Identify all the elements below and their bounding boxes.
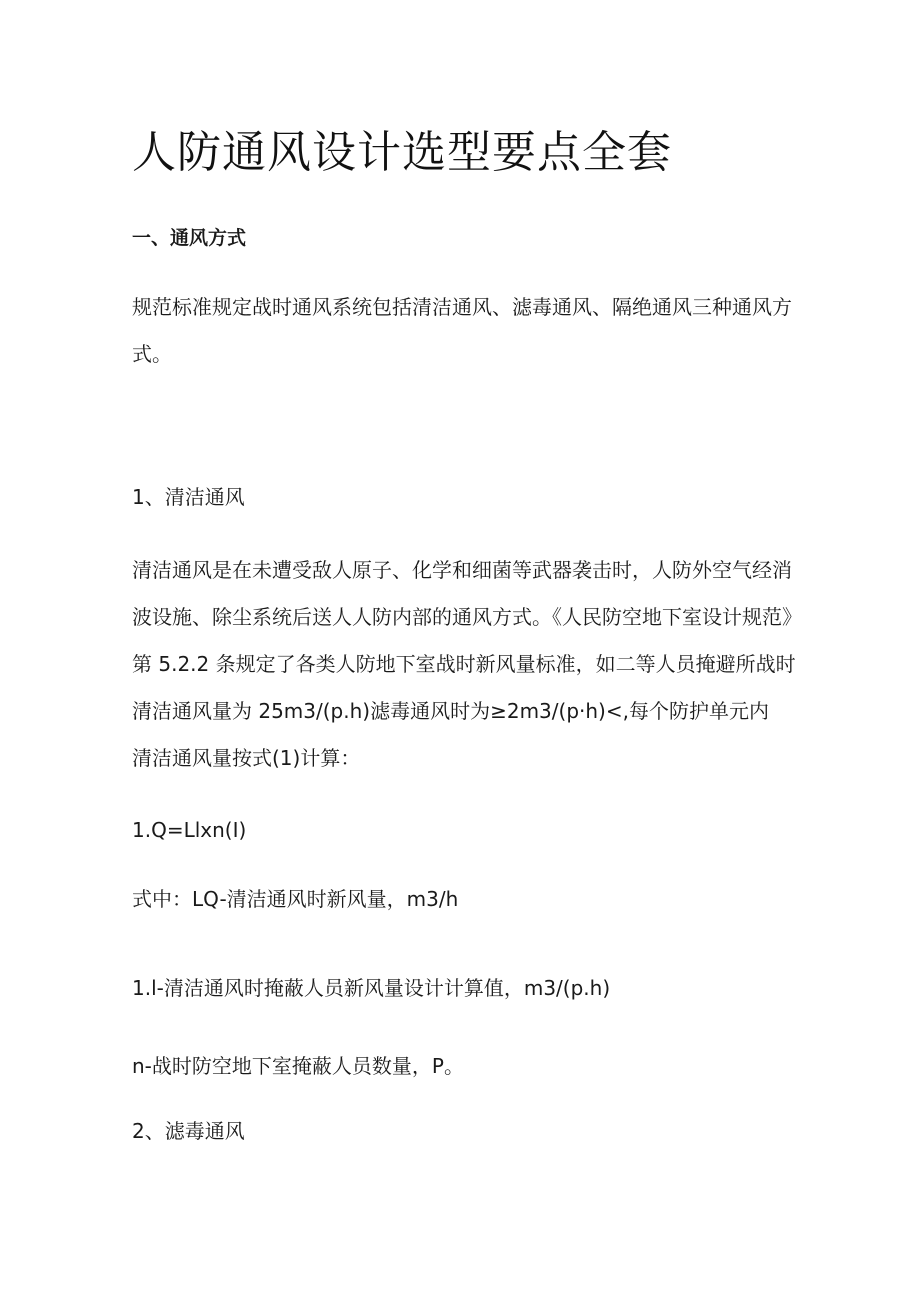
- section-heading-ventilation-modes: 一、通风方式: [132, 227, 247, 249]
- clean-ventilation-line-4: 清洁通风量为 25m3/(p.h)滤毒通风时为≥2m3/(p·h)<,每个防护单元内: [132, 699, 769, 723]
- definition-n: n-战时防空地下室掩蔽人员数量，P。: [132, 1054, 464, 1078]
- clean-ventilation-line-1: 清洁通风是在未遭受敌人原子、化学和细菌等武器袭击时，人防外空气经消: [132, 558, 792, 582]
- clean-ventilation-line-2: 波设施、除尘系统后送人人防内部的通风方式。《人民防空地下室设计规范》: [132, 605, 802, 629]
- intro-line-1: 规范标准规定战时通风系统包括清洁通风、滤毒通风、隔绝通风三种通风方: [132, 295, 792, 319]
- subheading-filtered-ventilation: 2、滤毒通风: [132, 1119, 245, 1143]
- page-title: 人防通风设计选型要点全套: [132, 127, 672, 178]
- intro-paragraph: [132, 284, 798, 378]
- clean-ventilation-line-5: 清洁通风量按式(1)计算：: [132, 746, 361, 770]
- clean-ventilation-paragraph: [132, 547, 802, 782]
- definition-l: 1.l-清洁通风时掩蔽人员新风量设计计算值，m3/(p.h): [132, 976, 611, 1000]
- formula-clean-air-volume: 1.Q=Llxn(I): [132, 818, 247, 842]
- definition-lq: 式中：LQ-清洁通风时新风量，m3/h: [132, 887, 459, 911]
- subheading-clean-ventilation: 1、清洁通风: [132, 485, 245, 509]
- clean-ventilation-line-3: 第 5.2.2 条规定了各类人防地下室战时新风量标准，如二等人员掩避所战时: [132, 652, 796, 676]
- intro-line-2: 式。: [132, 342, 172, 366]
